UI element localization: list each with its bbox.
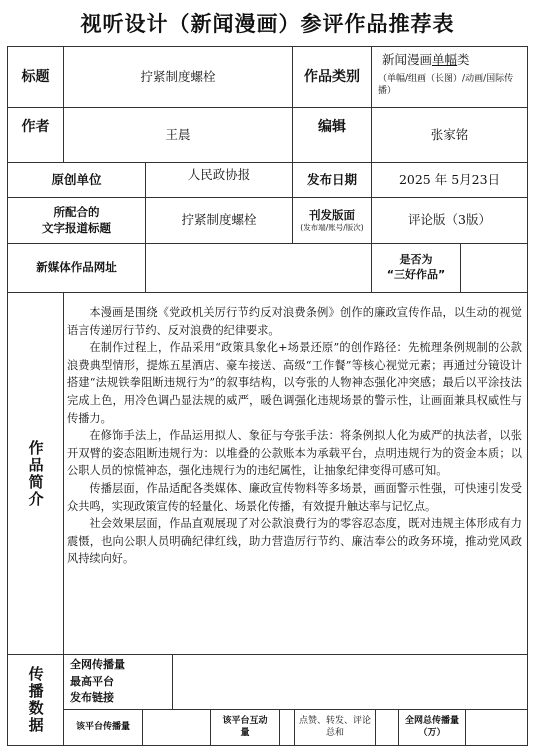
label-total-spread: 全网传播量 最高平台 发布链接	[63, 654, 173, 710]
form-title: 视听设计（新闻漫画）参评作品推荐表	[80, 12, 455, 36]
intro-text	[67, 304, 522, 649]
label-intro: 作品简介	[7, 292, 64, 655]
value-unit: 人民政协报	[145, 162, 293, 198]
col-interaction-sum: 点赞、转发、评论总和	[294, 709, 376, 746]
label-author: 作者	[7, 107, 64, 163]
intro-paragraph: 传播层面，作品适配各类媒体、廉政宣传物料等多场景，画面警示性强，可快速引发受众共鸣，实现政策宣传的轻量化、场景化传播，有效提升触达率与记忆点。	[67, 481, 522, 513]
label-three-good: 是否为 “三好作品”	[371, 243, 461, 293]
value-total-spread-wan	[465, 709, 528, 746]
value-related-report: 拧紧制度螺栓	[145, 197, 293, 244]
intro-paragraph: 在修饰手法上，作品运用拟人、象征与夸张手法：将条例拟人化为威严的执法者，以张开双臂的姿态阻断违规行为：以堆叠的公款账本为承载平台，点明违规行为的资金本质；以公职人员的惊慌神态，强化违规行为的违纪属性，让抽象纪律变得可感可知。	[67, 429, 522, 478]
value-editor: 张家铭	[371, 107, 528, 163]
intro-paragraph: 社会效果层面，作品直观展现了对公款浪费行为的零容忍态度，既对违规主体形成有力震慑，也向公职人员明确纪律红线，助力营造厉行节约、廉洁奉公的政务环境，推动党风政风持续向好。	[67, 517, 522, 566]
label-spread: 传播数据	[7, 654, 64, 746]
value-platform-interaction	[279, 709, 295, 746]
value-publish-page: 评论版（3版）	[371, 197, 528, 244]
label-date: 发布日期	[292, 162, 372, 198]
col-total-spread: 全网总传播量（万）	[398, 709, 466, 746]
value-three-good	[460, 243, 528, 293]
value-new-media-url	[145, 243, 372, 293]
value-platform-spread	[142, 709, 211, 746]
label-title: 标题	[7, 46, 64, 108]
intro-paragraph: 在制作过程上，作品采用“政策具象化+场景还原”的创作路径：先梳理条例规制的公款浪费典型情形，提炼五星酒店、豪车接送、高级“工作餐”等核心视觉元素；再通过分镜设计搭建“法规铁拳阻断违规行为”的叙事结构，以夸张的人物神态强化冲突感；最后以平涂技法完成上色，用冷色调凸显法规的威严，暖色调强化违规场景的警示性，让画面兼具权威性与传播力。	[67, 341, 522, 425]
col-platform-spread: 该平台传播量	[63, 709, 143, 746]
label-related-report: 所配合的 文字报道标题	[7, 197, 146, 244]
col-platform-interaction: 该平台互动量	[210, 709, 280, 746]
value-interaction-sum	[375, 709, 399, 746]
category-main: 新闻漫画单幅类	[382, 52, 470, 67]
label-new-media-url: 新媒体作品网址	[7, 243, 146, 293]
intro-paragraph: 本漫画是围绕《党政机关厉行节约反对浪费条例》创作的廉政宣传作品，以生动的视觉语言传递厉行节约、反对浪费的纪律要求。	[67, 306, 522, 337]
category-options: （单幅/组画（长图）/动画/国际传播）	[378, 73, 514, 97]
value-total-spread	[172, 654, 528, 710]
label-editor: 编辑	[292, 107, 372, 163]
label-unit: 原创单位	[7, 162, 146, 198]
value-date: 2025 年 5月23日	[371, 162, 528, 198]
label-category: 作品类别	[292, 46, 372, 108]
value-author: 王晨	[63, 107, 293, 163]
label-publish-page: 刊发版面 (发布端/账号/版次)	[292, 197, 372, 244]
value-title: 拧紧制度螺栓	[63, 46, 293, 108]
value-category	[371, 46, 528, 108]
